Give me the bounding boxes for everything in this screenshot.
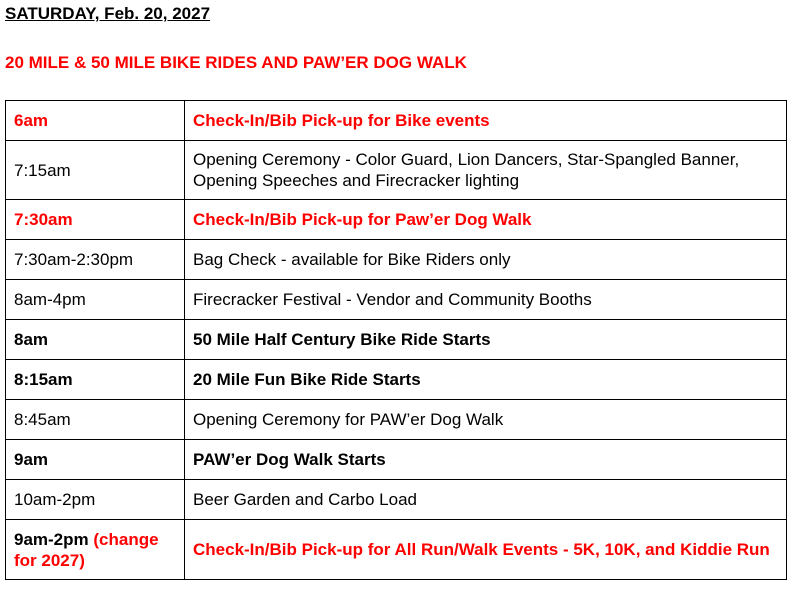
event-cell: Opening Ceremony for PAW’er Dog Walk	[185, 400, 787, 440]
event-cell: Bag Check - available for Bike Riders only	[185, 240, 787, 280]
table-row	[6, 400, 787, 440]
event-cell: 50 Mile Half Century Bike Ride Starts	[185, 320, 787, 360]
table-row	[6, 280, 787, 320]
time-cell	[6, 520, 185, 580]
time-cell: 9am	[6, 440, 185, 480]
table-row	[6, 440, 787, 480]
table-row	[6, 101, 787, 141]
time-cell: 7:30am-2:30pm	[6, 240, 185, 280]
time-cell: 8:45am	[6, 400, 185, 440]
time-cell: 10am-2pm	[6, 480, 185, 520]
schedule-table	[5, 100, 787, 580]
event-title: 20 MILE & 50 MILE BIKE RIDES AND PAW’ER DOG WALK	[5, 53, 467, 72]
time-cell: 7:30am	[6, 200, 185, 240]
event-cell: Beer Garden and Carbo Load	[185, 480, 787, 520]
event-cell: Check-In/Bib Pick-up for Bike events	[185, 101, 787, 141]
date-heading: SATURDAY, Feb. 20, 2027	[5, 4, 211, 23]
table-row	[6, 141, 787, 200]
table-row	[6, 480, 787, 520]
event-cell: Opening Ceremony - Color Guard, Lion Dancers, Star-Spangled Banner, Opening Speeches and Firecracker lighting	[185, 141, 787, 200]
time-cell: 7:15am	[6, 141, 185, 200]
table-row	[6, 360, 787, 400]
event-cell: 20 Mile Fun Bike Ride Starts	[185, 360, 787, 400]
event-cell: Check-In/Bib Pick-up for Paw’er Dog Walk	[185, 200, 787, 240]
table-row	[6, 200, 787, 240]
event-cell: Check-In/Bib Pick-up for All Run/Walk Events - 5K, 10K, and Kiddie Run	[185, 520, 787, 580]
time-cell: 8am-4pm	[6, 280, 185, 320]
time-cell: 8am	[6, 320, 185, 360]
time-value: 9am-2pm	[14, 529, 89, 549]
time-cell: 8:15am	[6, 360, 185, 400]
time-cell: 6am	[6, 101, 185, 141]
time-change-note: (change for 2027)	[14, 529, 159, 570]
table-row	[6, 320, 787, 360]
table-row	[6, 520, 787, 580]
event-cell: PAW’er Dog Walk Starts	[185, 440, 787, 480]
event-cell: Firecracker Festival - Vendor and Community Booths	[185, 280, 787, 320]
table-row	[6, 240, 787, 280]
